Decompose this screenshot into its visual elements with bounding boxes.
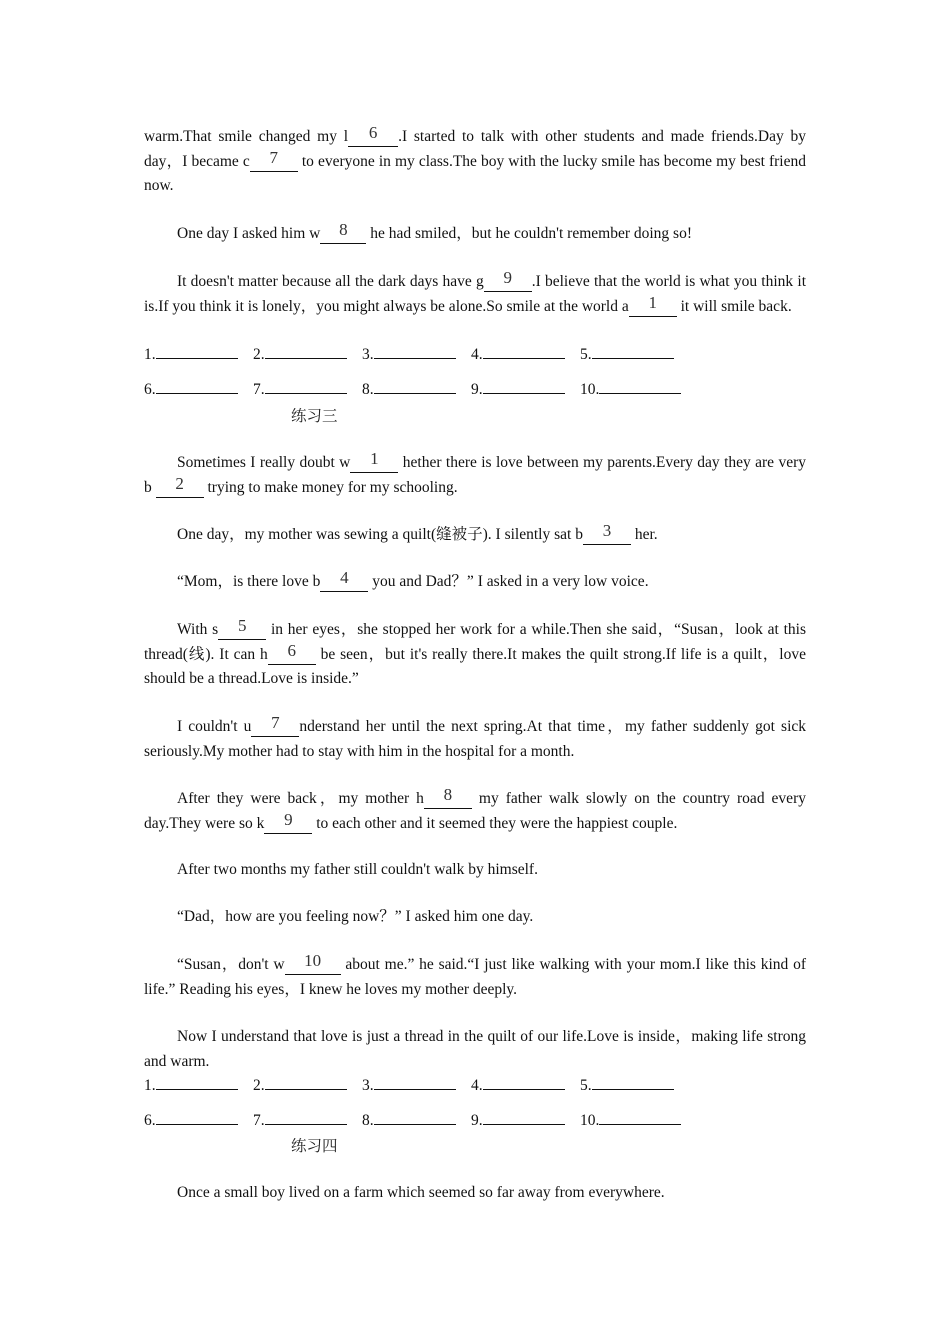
blank-7: 7 — [250, 152, 298, 172]
text-run: he had smiled，but he couldn't remember doing so! — [366, 225, 692, 242]
answer-field[interactable]: 10. — [580, 379, 681, 399]
blank-6: 6 — [348, 127, 398, 147]
text-run: trying to make money for my schooling. — [203, 478, 458, 496]
answer-field[interactable]: 5. — [580, 344, 674, 364]
answer-field[interactable]: 3. — [362, 1075, 456, 1095]
paragraph-e9 — [144, 953, 806, 1002]
paragraph-e4 — [144, 618, 806, 692]
blank-1: 1 — [629, 297, 677, 317]
paragraph-e10 — [144, 1025, 806, 1074]
blank-9: 9 — [264, 814, 312, 834]
blank-8: 8 — [424, 789, 472, 809]
answer-field[interactable]: 4. — [471, 1075, 565, 1095]
answer-field[interactable]: 1. — [144, 1075, 238, 1095]
blank-1: 1 — [350, 453, 398, 473]
section-heading-4: 练习四 — [291, 1137, 338, 1155]
paragraph-e6 — [144, 787, 806, 836]
text-run: I couldn't u — [177, 718, 252, 735]
text-run: .I started to talk with other students and made friends.Day by day，I became c — [144, 128, 806, 170]
text-run: Now I understand that love is just a thread in the quilt of our life.Love is inside，making life strong and warm. — [144, 1028, 806, 1070]
answer-field[interactable]: 2. — [253, 1075, 347, 1095]
text-run: .I believe that the world is what you think it is.If you think it is lonely，you might always be alone.So smile at the world a — [144, 273, 806, 315]
text-run: “Mom，is there love b — [177, 573, 321, 590]
text-run: One day I asked him w — [177, 225, 321, 242]
answer-field[interactable]: 9. — [471, 1110, 565, 1130]
blank-9: 9 — [484, 272, 532, 292]
paragraph-e3 — [144, 570, 806, 595]
answer-field[interactable]: 5. — [580, 1075, 674, 1095]
text-run: “Susan，don't w — [177, 956, 285, 973]
blank-4: 4 — [320, 572, 368, 592]
answer-field[interactable]: 6. — [144, 1110, 238, 1130]
text-run: about me.” he said.“I just like walking with your mom.I like this kind of life.” Reading his eyes，I knew he loves my mother deeply. — [144, 956, 806, 998]
text-run: It doesn't matter because all the dark days have g — [177, 273, 484, 290]
answer-field[interactable]: 10. — [580, 1110, 681, 1130]
answer-field[interactable]: 8. — [362, 379, 456, 399]
paragraph-2 — [144, 222, 806, 247]
paragraph-e1 — [144, 451, 806, 500]
blank-5: 5 — [218, 620, 266, 640]
text-run: warm.That smile changed my l — [144, 128, 349, 145]
answer-field[interactable]: 3. — [362, 344, 456, 364]
text-run: to everyone in my class.The boy with the lucky smile has become my best friend now. — [144, 152, 806, 194]
section-heading-3: 练习三 — [291, 407, 338, 425]
blank-8: 8 — [320, 224, 366, 244]
blank-6: 6 — [268, 645, 316, 665]
text-run: her. — [630, 526, 658, 543]
text-run: hether there is love between my parents.Every day they are very b — [144, 454, 806, 496]
text-run: With s — [177, 621, 219, 638]
text-run: it will smile back. — [676, 297, 792, 315]
answer-field[interactable]: 4. — [471, 344, 565, 364]
answer-field[interactable]: 7. — [253, 1110, 347, 1130]
text-run: One day，my mother was sewing a quilt(缝被子). I silently sat b — [177, 526, 583, 543]
text-run: Sometimes I really doubt w — [177, 454, 351, 471]
paragraph-1 — [144, 125, 806, 199]
text-run: in her eyes，she stopped her work for a while.Then she said，“Susan，look at this thread(线). It can h — [144, 621, 806, 663]
answer-field[interactable]: 9. — [471, 379, 565, 399]
paragraph-3 — [144, 270, 806, 319]
answer-field[interactable]: 1. — [144, 344, 238, 364]
text-run: to each other and it seemed they were the happiest couple. — [312, 814, 678, 832]
answer-field[interactable]: 7. — [253, 379, 347, 399]
text-run: nderstand her until the next spring.At that time，my father suddenly got sick seriously.My mother had to stay with him in the hospital for a month. — [144, 718, 807, 760]
paragraph-e2 — [144, 523, 806, 548]
text-run: Once a small boy lived on a farm which seemed so far away from everywhere. — [177, 1184, 665, 1201]
blank-3: 3 — [583, 525, 631, 545]
paragraph-e8 — [144, 905, 806, 930]
blank-7: 7 — [251, 717, 299, 737]
answer-field[interactable]: 8. — [362, 1110, 456, 1130]
text-run: you and Dad？” I asked in a very low voice. — [368, 573, 649, 590]
blank-10: 10 — [285, 955, 341, 975]
paragraph-e5 — [144, 715, 806, 764]
paragraph-f1 — [144, 1181, 806, 1206]
text-run: After they were back，my mother h — [177, 790, 424, 807]
text-run: be seen，but it's really there.It makes the quilt strong.If life is a quilt，love should be a thread.Love is inside.” — [144, 645, 806, 687]
blank-2: 2 — [156, 478, 204, 498]
text-run: “Dad，how are you feeling now？” I asked him one day. — [177, 908, 534, 925]
answer-field[interactable]: 2. — [253, 344, 347, 364]
text-run: After two months my father still couldn't walk by himself. — [177, 861, 538, 878]
answer-field[interactable]: 6. — [144, 379, 238, 399]
text-run: my father walk slowly on the country road every day.They were so k — [144, 790, 806, 832]
paragraph-e7 — [144, 858, 806, 883]
